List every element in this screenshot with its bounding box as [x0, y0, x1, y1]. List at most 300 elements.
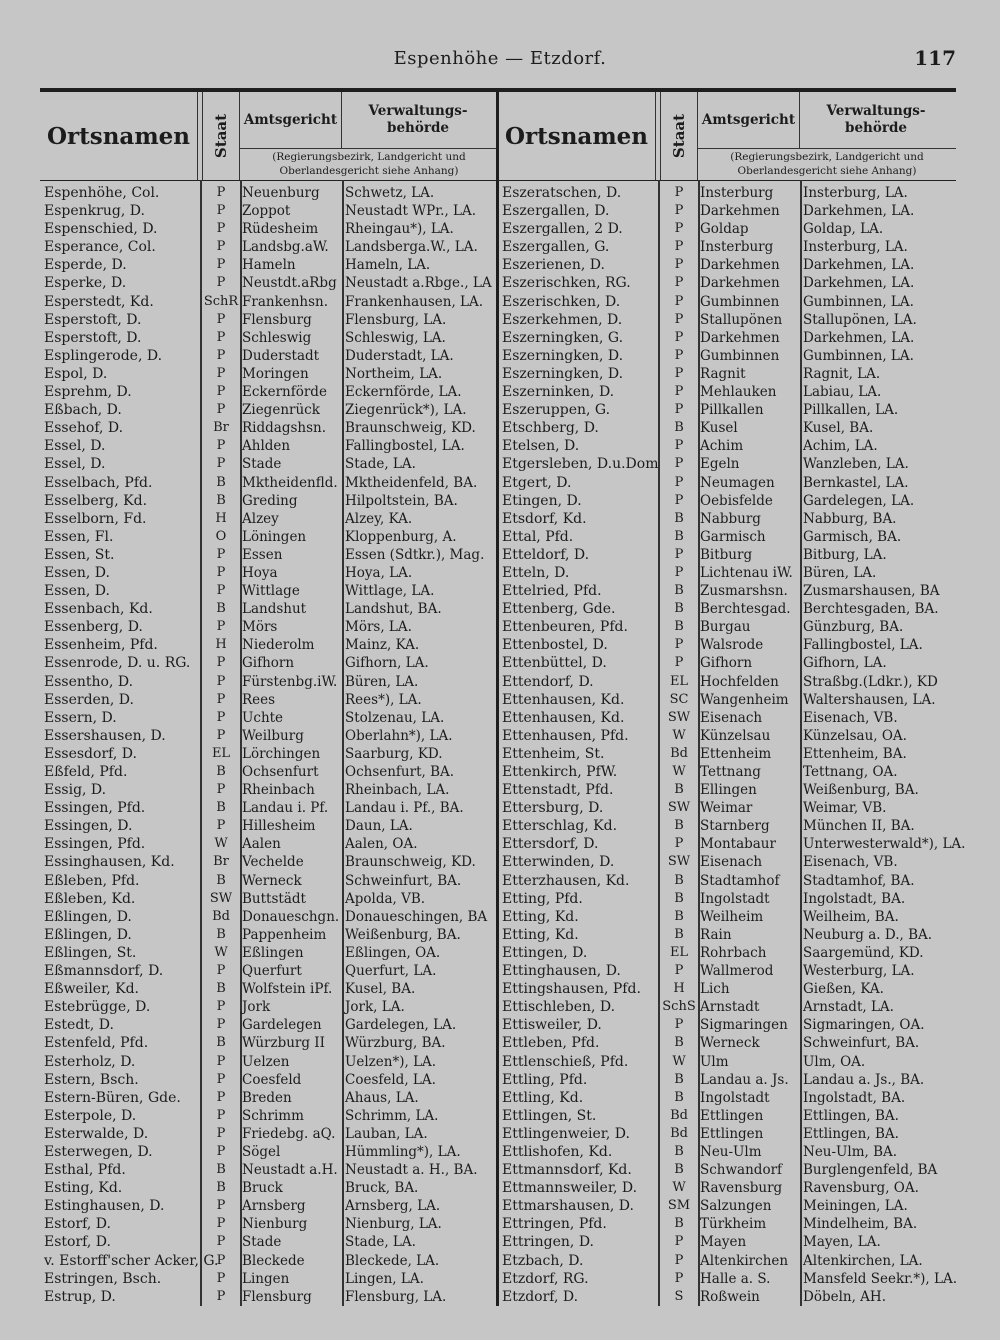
table-row	[498, 437, 956, 455]
amtsgericht-cell: Gifhorn	[700, 655, 753, 672]
state-code: P	[216, 203, 226, 219]
table-row	[40, 1161, 498, 1179]
table-row	[40, 1125, 498, 1143]
amtsgericht-cell: Werneck	[242, 872, 302, 889]
amtsgericht-cell: Bitburg	[700, 546, 753, 563]
table-row	[40, 1053, 498, 1071]
table-row	[40, 600, 498, 618]
verwaltung-cell: Eisenach, VB.	[803, 709, 898, 726]
amtsgericht-cell: Türkheim	[700, 1216, 767, 1233]
amtsgericht-cell: Ziegenrück	[242, 402, 320, 419]
verwaltung-cell: Darkehmen, LA.	[803, 275, 915, 292]
place-name: Etterwinden, D.	[502, 854, 615, 871]
state-code: P	[674, 456, 684, 472]
amtsgericht-cell: Pillkallen	[700, 402, 764, 419]
state-code: B	[216, 601, 226, 617]
place-name: Ettischleben, D.	[502, 999, 616, 1016]
state-code: P	[674, 1252, 684, 1268]
state-code: P	[674, 311, 684, 327]
state-code: P	[216, 1089, 226, 1105]
state-code: W	[672, 727, 686, 743]
amtsgericht-cell: Essen	[242, 546, 283, 563]
state-code: P	[216, 239, 226, 255]
amtsgericht-cell: Ingolstadt	[700, 1089, 770, 1106]
table-row	[498, 256, 956, 274]
amtsgericht-cell: Niederolm	[242, 637, 315, 654]
table-row	[40, 926, 498, 944]
verwaltung-cell: Ziegenrück*), LA.	[345, 402, 467, 419]
place-name: Ettenhausen, Kd.	[502, 709, 625, 726]
place-name: Ettringen, Pfd.	[502, 1216, 607, 1233]
table-row	[40, 1016, 498, 1034]
place-name: Estebrügge, D.	[44, 999, 151, 1016]
amtsgericht-cell: Darkehmen	[700, 329, 780, 346]
place-name: Eszeratschen, D.	[502, 185, 622, 201]
amtsgericht-cell: Stadtamhof	[700, 872, 780, 889]
table-row	[40, 293, 498, 311]
place-name: Ettlingen, St.	[502, 1107, 597, 1124]
state-code: P	[674, 185, 684, 200]
table-row	[498, 455, 956, 473]
amtsgericht-cell: Tettnang	[700, 764, 761, 780]
table-row	[498, 1288, 956, 1306]
state-code: B	[674, 872, 684, 888]
verwaltung-cell: Frankenhausen, LA.	[345, 293, 484, 310]
state-code: P	[674, 1270, 684, 1286]
verwaltung-cell: Ingolstadt, BA.	[803, 1089, 906, 1106]
state-code: P	[216, 655, 226, 671]
state-code: P	[674, 963, 684, 979]
amtsgericht-cell: Goldap	[700, 221, 749, 238]
verwaltung-cell: Mindelheim, BA.	[803, 1216, 918, 1233]
table-row	[40, 1252, 498, 1270]
state-code: S	[674, 1288, 684, 1304]
table-row	[40, 998, 498, 1016]
state-code: P	[216, 438, 226, 454]
state-code: B	[216, 1035, 226, 1051]
place-name: Eßleben, Kd.	[44, 890, 136, 907]
state-code: P	[216, 727, 226, 743]
verwaltung-cell: Hümmling*), LA.	[345, 1143, 461, 1160]
place-name: Esterpole, D.	[44, 1107, 137, 1124]
table-row	[498, 238, 956, 256]
verwaltung-cell: Ettlingen, BA.	[803, 1107, 899, 1124]
place-name: Esprehm, D.	[44, 384, 132, 401]
verwaltung-cell: Northeim, LA.	[345, 365, 443, 382]
amtsgericht-cell: Darkehmen	[700, 275, 780, 292]
amtsgericht-cell: Ettlingen	[700, 1107, 764, 1124]
verwaltung-cell: Gifhorn, LA.	[345, 655, 429, 672]
table-row	[40, 1179, 498, 1197]
place-name: Estringen, Bsch.	[44, 1270, 162, 1287]
table-row	[40, 835, 498, 853]
place-name: Ettelried, Pfd.	[502, 583, 602, 600]
state-code: B	[674, 1143, 684, 1159]
left-rows	[40, 184, 498, 1306]
table-row	[40, 1071, 498, 1089]
amtsgericht-cell: Rohrbach	[700, 944, 767, 961]
amtsgericht-cell: Würzburg II	[242, 1035, 325, 1052]
verwaltung-cell: Braunschweig, KD.	[345, 420, 476, 437]
table-row	[40, 890, 498, 908]
table-row	[498, 582, 956, 600]
place-name: Espenschied, D.	[44, 221, 158, 238]
verwaltung-cell: Neuburg a. D., BA.	[803, 926, 933, 943]
verwaltung-cell: Flensburg, LA.	[345, 311, 447, 328]
verwaltung-cell: Mayen, LA.	[803, 1234, 881, 1251]
table-row	[40, 419, 498, 437]
amtsgericht-cell: Neustdt.aRbg	[242, 275, 337, 292]
verwaltung-cell: Meiningen, LA.	[803, 1198, 908, 1215]
table-row	[498, 1270, 956, 1288]
place-name: Ettling, Pfd.	[502, 1071, 588, 1088]
table-row	[498, 528, 956, 546]
place-name: Eßbach, D.	[44, 402, 122, 419]
state-code: W	[672, 764, 686, 779]
place-name: Esselborn, Fd.	[44, 510, 147, 527]
state-code: EL	[669, 673, 689, 689]
place-name: Etting, Kd.	[502, 926, 579, 943]
amtsgericht-cell: Aalen	[242, 836, 281, 853]
place-name: Eszergallen, 2 D.	[502, 221, 623, 238]
amtsgericht-cell: Ettlingen	[700, 1125, 764, 1142]
table-row	[498, 799, 956, 817]
place-name: Etteldorf, D.	[502, 546, 590, 563]
header-ortsnamen: Ortsnamen	[40, 92, 198, 180]
state-code: P	[674, 438, 684, 454]
state-code: P	[674, 402, 684, 418]
amtsgericht-cell: Altenkirchen	[700, 1252, 789, 1269]
place-name: Essesdorf, D.	[44, 745, 137, 762]
verwaltung-cell: Stade, LA.	[345, 1234, 416, 1251]
place-name: Eszerienen, D.	[502, 257, 605, 274]
verwaltung-cell: Arnsberg, LA.	[345, 1198, 441, 1215]
state-code: SC	[669, 691, 689, 707]
state-code: B	[674, 1162, 684, 1178]
table-row	[498, 1016, 956, 1034]
state-code: P	[216, 619, 226, 635]
verwaltung-cell: Ingolstadt, BA.	[803, 890, 906, 907]
amtsgericht-cell: Arnsberg	[242, 1198, 306, 1215]
verwaltung-cell: Achim, LA.	[803, 438, 878, 455]
state-code: B	[216, 1162, 226, 1178]
left-column-block	[40, 92, 498, 1306]
verwaltung-cell: Weimar, VB.	[803, 800, 887, 817]
table-row	[40, 745, 498, 763]
state-code: P	[674, 365, 684, 381]
verwaltung-cell: Flensburg, LA.	[345, 1288, 447, 1305]
state-code: P	[674, 293, 684, 309]
state-code: W	[672, 1053, 686, 1069]
verwaltung-cell: Neu-Ulm, BA.	[803, 1143, 898, 1160]
amtsgericht-cell: Flensburg	[242, 311, 312, 328]
table-row	[498, 401, 956, 419]
place-name: Essern, D.	[44, 709, 117, 726]
state-code: P	[216, 963, 226, 979]
state-code: EL	[669, 944, 689, 960]
verwaltung-cell: Würzburg, BA.	[345, 1035, 446, 1052]
place-name: Ettenstadt, Pfd.	[502, 782, 614, 799]
place-name: Eszerkehmen, D.	[502, 311, 623, 328]
place-name: Ettenheim, St.	[502, 745, 605, 762]
table-row	[498, 745, 956, 763]
state-code: B	[216, 474, 226, 490]
table-row	[498, 709, 956, 727]
place-name: Esselbach, Pfd.	[44, 474, 153, 491]
verwaltung-cell: Büren, LA.	[803, 564, 877, 581]
state-code: W	[214, 836, 228, 852]
table-row	[40, 437, 498, 455]
state-code: P	[674, 275, 684, 291]
amtsgericht-cell: Zusmarshsn.	[700, 583, 788, 600]
table-row	[498, 654, 956, 672]
amtsgericht-cell: Gardelegen	[242, 1017, 322, 1034]
amtsgericht-cell: Fürstenbg.iW.	[242, 673, 338, 690]
amtsgericht-cell: Breden	[242, 1089, 292, 1106]
table-row	[40, 564, 498, 582]
amtsgericht-cell: Buttstädt	[242, 890, 306, 907]
state-code: B	[216, 1180, 226, 1196]
amtsgericht-cell: Darkehmen	[700, 203, 780, 220]
place-name: Essenbach, Kd.	[44, 601, 153, 618]
amtsgericht-cell: Stade	[242, 1234, 282, 1251]
amtsgericht-cell: Halle a. S.	[700, 1270, 771, 1287]
verwaltung-cell: Waltershausen, LA.	[803, 691, 936, 708]
header-note: (Regierungsbezirk, Landgericht und Oberlandesgericht siehe Anhang)	[240, 148, 498, 180]
place-name: Esselberg, Kd.	[44, 492, 148, 509]
state-code: Bd	[670, 1107, 688, 1123]
state-code: W	[672, 1180, 686, 1196]
state-code: B	[674, 1035, 684, 1051]
amtsgericht-cell: Coesfeld	[242, 1071, 302, 1088]
place-name: Ettingshausen, Pfd.	[502, 981, 641, 998]
place-name: Essen, D.	[44, 564, 110, 581]
state-code: P	[216, 1107, 226, 1123]
amtsgericht-cell: Riddagshsn.	[242, 420, 326, 437]
state-code: P	[216, 709, 226, 725]
verwaltung-cell: Neustadt a.Rbge., LA	[345, 275, 492, 292]
state-code: EL	[211, 745, 231, 761]
verwaltung-cell: Nienburg, LA.	[345, 1216, 442, 1233]
amtsgericht-cell: Berchtesgad.	[700, 601, 791, 618]
place-name: Essen, D.	[44, 583, 110, 600]
table-row	[498, 1143, 956, 1161]
table-row	[40, 1233, 498, 1251]
amtsgericht-cell: Landau i. Pf.	[242, 800, 329, 817]
state-code: P	[674, 384, 684, 400]
amtsgericht-cell: Rüdesheim	[242, 221, 319, 238]
state-code: B	[216, 872, 226, 888]
state-code: B	[216, 981, 226, 997]
amtsgericht-cell: Montabaur	[700, 836, 776, 853]
table-row	[40, 1107, 498, 1125]
state-code: SW	[209, 890, 233, 906]
right-column-block	[498, 92, 966, 1306]
state-code: SchR	[203, 293, 239, 309]
table-row	[498, 618, 956, 636]
amtsgericht-cell: Nienburg	[242, 1216, 308, 1233]
table-row	[40, 546, 498, 564]
amtsgericht-cell: Wolfstein iPf.	[242, 981, 333, 998]
verwaltung-cell: Labiau, LA.	[803, 384, 882, 401]
verwaltung-cell: Weißenburg, BA.	[345, 926, 461, 943]
table-row	[498, 908, 956, 926]
place-name: Estorf, D.	[44, 1216, 111, 1233]
header-staat-label: Staat	[670, 113, 689, 159]
verwaltung-cell: Donaueschingen, BA	[345, 908, 488, 925]
verwaltung-cell: Stolzenau, LA.	[345, 709, 445, 726]
place-name: Etgert, D.	[502, 474, 572, 491]
table-row	[40, 528, 498, 546]
amtsgericht-cell: Wallmerod	[700, 963, 774, 980]
place-name: Esperde, D.	[44, 257, 127, 274]
state-code: B	[674, 420, 684, 436]
place-name: Ettenbostel, D.	[502, 637, 608, 654]
amtsgericht-cell: Stallupönen	[700, 311, 783, 328]
state-code: B	[674, 583, 684, 599]
verwaltung-cell: Aalen, OA.	[345, 836, 418, 853]
amtsgericht-cell: Roßwein	[700, 1288, 760, 1305]
place-name: Essingen, Pfd.	[44, 800, 146, 817]
amtsgericht-cell: Ahlden	[242, 438, 291, 455]
place-name: Esperstoft, D.	[44, 329, 142, 346]
place-name: Estedt, D.	[44, 1017, 114, 1034]
amtsgericht-cell: Ragnit	[700, 365, 746, 382]
table-row	[498, 1107, 956, 1125]
table-row	[498, 510, 956, 528]
verwaltung-cell: Berchtesgaden, BA.	[803, 601, 939, 618]
place-name: Essingen, D.	[44, 818, 133, 835]
table-row	[40, 727, 498, 745]
place-name: Ettinghausen, D.	[502, 963, 621, 980]
table-row	[498, 419, 956, 437]
place-name: Estern-Büren, Gde.	[44, 1089, 181, 1106]
amtsgericht-cell: Starnberg	[700, 818, 770, 835]
place-name: Etzdorf, D.	[502, 1288, 579, 1305]
place-name: Ettenbüttel, D.	[502, 655, 607, 672]
amtsgericht-cell: Oebisfelde	[700, 492, 773, 509]
state-code: H	[215, 637, 227, 653]
header-verwaltung: Verwaltungs-behörde	[826, 103, 926, 136]
verwaltung-cell: Landsberga.W., LA.	[345, 239, 478, 256]
place-name: Essingen, Pfd.	[44, 836, 146, 853]
amtsgericht-cell: Ellingen	[700, 782, 757, 799]
right-rows	[498, 184, 966, 1306]
amtsgericht-cell: Stade	[242, 456, 282, 473]
verwaltung-cell: Mörs, LA.	[345, 619, 412, 636]
table-row	[40, 691, 498, 709]
place-name: Esperke, D.	[44, 275, 127, 292]
place-name: Ettingen, D.	[502, 944, 588, 961]
header-staat	[660, 92, 698, 180]
amtsgericht-cell: Mktheidenfld.	[242, 474, 338, 491]
place-name: Ettenbeuren, Pfd.	[502, 619, 628, 636]
place-name: Estrup, D.	[44, 1288, 116, 1305]
verwaltung-cell: Darkehmen, LA.	[803, 203, 915, 220]
table-row	[40, 1270, 498, 1288]
place-name: Ettenhausen, Pfd.	[502, 727, 629, 744]
column-header	[40, 92, 498, 181]
table-row	[498, 1071, 956, 1089]
state-code: P	[216, 1125, 226, 1141]
amtsgericht-cell: Querfurt	[242, 963, 302, 980]
place-name: Estinghausen, D.	[44, 1198, 165, 1215]
amtsgericht-cell: Neuenburg	[242, 185, 320, 201]
place-name: Eßlingen, D.	[44, 908, 132, 925]
verwaltung-cell: Gardelegen, LA.	[345, 1017, 457, 1034]
place-name: Essenrode, D. u. RG.	[44, 655, 191, 672]
place-name: v. Estorff'scher Acker, G.	[44, 1252, 219, 1269]
table-row	[40, 184, 498, 202]
place-name: Essenheim, Pfd.	[44, 637, 158, 654]
table-row	[498, 817, 956, 835]
place-name: Esplingerode, D.	[44, 347, 163, 364]
table-row	[498, 691, 956, 709]
verwaltung-cell: Darkehmen, LA.	[803, 329, 915, 346]
place-name: Ettenkirch, PfW.	[502, 764, 618, 780]
table-row	[40, 709, 498, 727]
amtsgericht-cell: Bruck	[242, 1180, 283, 1197]
amtsgericht-cell: Weimar	[700, 800, 753, 817]
amtsgericht-cell: Insterburg	[700, 185, 774, 201]
amtsgericht-cell: Gifhorn	[242, 655, 295, 672]
verwaltung-cell: Altenkirchen, LA.	[803, 1252, 923, 1269]
verwaltung-cell: Arnstadt, LA.	[803, 999, 894, 1016]
header-amtsgericht: Amtsgericht	[240, 92, 342, 148]
place-name: Eszerninken, D.	[502, 384, 615, 401]
table-row	[40, 908, 498, 926]
state-code: P	[674, 474, 684, 490]
place-name: Ettleben, Pfd.	[502, 1035, 600, 1052]
amtsgericht-cell: Lingen	[242, 1270, 290, 1287]
verwaltung-cell: Westerburg, LA.	[803, 963, 915, 980]
amtsgericht-cell: Neu-Ulm	[700, 1143, 762, 1160]
amtsgericht-cell: Nabburg	[700, 510, 761, 527]
state-code: Bd	[670, 1125, 688, 1141]
place-name: Ettersdorf, D.	[502, 836, 599, 853]
table-row	[40, 763, 498, 781]
verwaltung-cell: Duderstadt, LA.	[345, 347, 454, 364]
table-row	[498, 1161, 956, 1179]
amtsgericht-cell: Ochsenfurt	[242, 764, 319, 780]
table-row	[498, 600, 956, 618]
table-row	[498, 220, 956, 238]
amtsgericht-cell: Arnstadt	[700, 999, 760, 1016]
amtsgericht-cell: Insterburg	[700, 239, 774, 256]
state-code: B	[674, 510, 684, 526]
amtsgericht-cell: Gumbinnen	[700, 347, 780, 364]
table-row	[498, 1233, 956, 1251]
verwaltung-cell: Hoya, LA.	[345, 564, 413, 581]
table-row	[498, 998, 956, 1016]
place-name: Etschberg, D.	[502, 420, 599, 437]
state-code: P	[216, 365, 226, 381]
verwaltung-cell: Coesfeld, LA.	[345, 1071, 436, 1088]
table-row	[40, 618, 498, 636]
table-row	[498, 347, 956, 365]
verwaltung-cell: Ochsenfurt, BA.	[345, 764, 455, 780]
verwaltung-cell: Mansfeld Seekr.*), LA.	[803, 1270, 958, 1287]
verwaltung-cell: Bruck, BA.	[345, 1180, 419, 1197]
state-code: B	[674, 528, 684, 544]
amtsgericht-cell: Weilburg	[242, 727, 304, 744]
state-code: P	[216, 275, 226, 291]
verwaltung-cell: Kloppenburg, A.	[345, 528, 457, 545]
place-name: Esperance, Col.	[44, 239, 156, 256]
amtsgericht-cell: Garmisch	[700, 528, 766, 545]
verwaltung-cell: Eckernförde, LA.	[345, 384, 462, 401]
table-row	[40, 1089, 498, 1107]
